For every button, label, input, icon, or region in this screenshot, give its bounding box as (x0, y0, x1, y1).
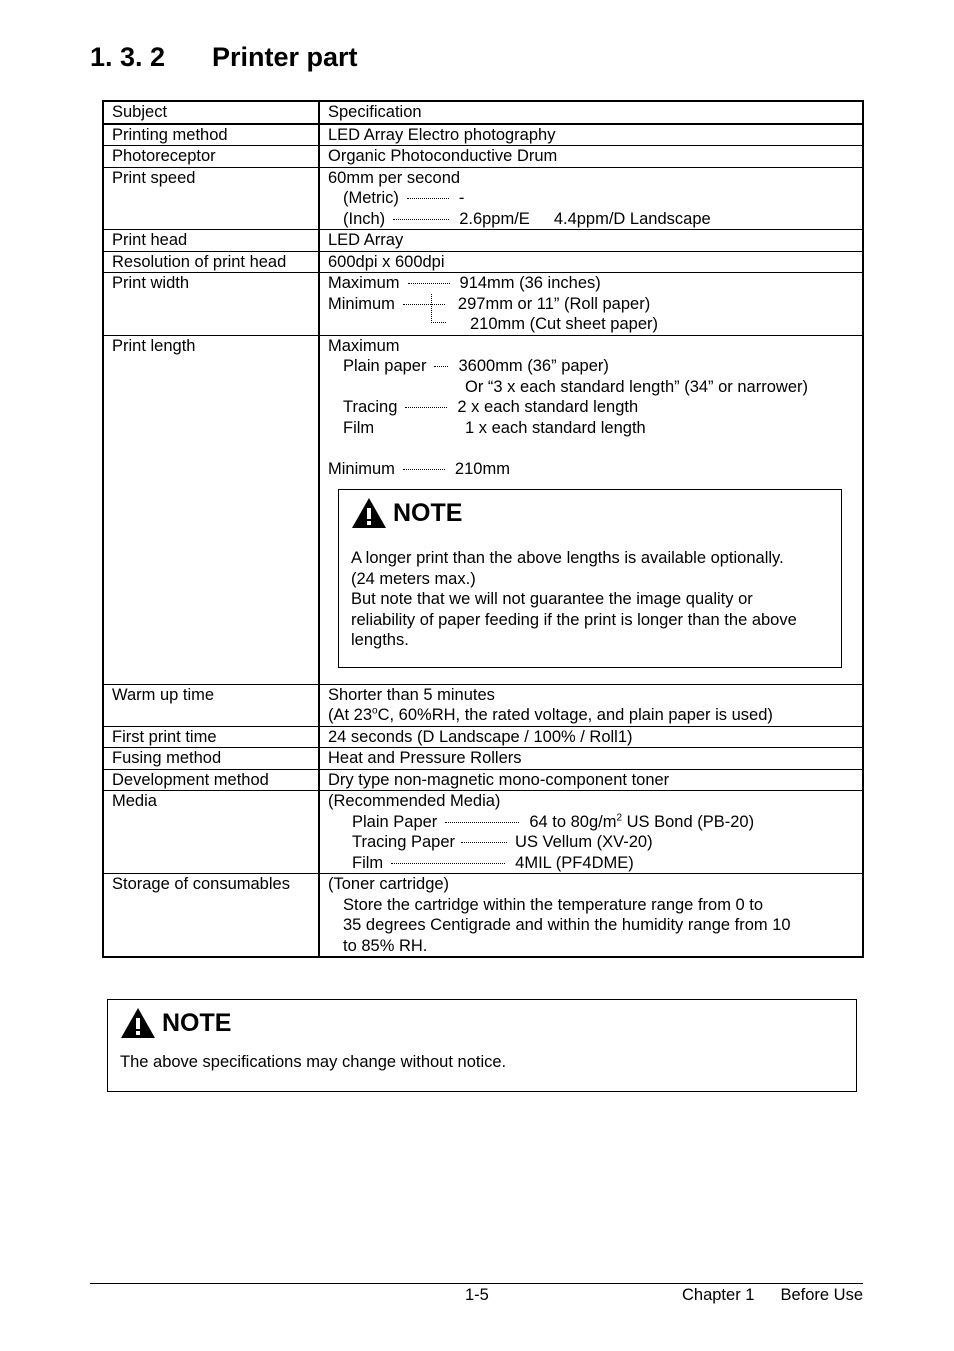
row-value (319, 874, 863, 958)
row-label: Media (103, 791, 319, 874)
media-plain-value: US Bond (PB-20) (622, 812, 755, 831)
width-min-value-1: 297mm or 11” (Roll paper) (457, 294, 651, 313)
storage-line: Store the cartridge within the temperature range from 0 to (343, 895, 764, 914)
media-film-label: Film (352, 853, 384, 872)
media-plain-line (328, 812, 862, 833)
media-tracing-value: US Vellum (XV-20) (515, 833, 653, 851)
row-value (319, 684, 863, 726)
width-max-line (328, 273, 862, 294)
row-label: Fusing method (103, 748, 319, 770)
length-tracing-line (328, 397, 862, 418)
width-max-label: Maximum (328, 274, 400, 292)
warning-triangle-icon (120, 1007, 156, 1039)
footer-divider (90, 1283, 863, 1284)
table-row (103, 335, 863, 684)
warmup-text: (At 23 (328, 706, 373, 724)
table-row (103, 769, 863, 791)
row-value: Dry type non-magnetic mono-component toner (319, 769, 863, 791)
row-label: Print width (103, 273, 319, 336)
row-label: Photoreceptor (103, 146, 319, 168)
row-value (319, 335, 863, 684)
section-number: 1. 3. 2 (90, 42, 166, 72)
length-note-box (338, 489, 842, 668)
media-plain-value: 64 to 80g/m (529, 812, 617, 831)
note-line: But note that we will not guarantee the image quality or (351, 590, 753, 608)
media-plain-label: Plain Paper (352, 812, 438, 831)
length-film-label: Film (343, 418, 375, 437)
row-value (319, 167, 863, 230)
speed-inch-label: (Inch) (343, 209, 386, 228)
leader-dots (403, 469, 445, 470)
length-plain-line (328, 356, 862, 377)
table-header-row (103, 101, 863, 124)
leader-dots (434, 366, 448, 367)
leader-dots (391, 863, 505, 864)
table-row (103, 748, 863, 770)
note-line: reliability of paper feeding if the print is longer than the above (351, 610, 797, 629)
table-row (103, 726, 863, 748)
leader-dots (405, 407, 447, 408)
warmup-line-2 (328, 705, 862, 726)
media-tracing-line (328, 832, 862, 853)
length-min-line (328, 459, 862, 480)
header-subject: Subject (103, 101, 319, 124)
width-min-label: Minimum (328, 294, 395, 313)
length-film-line (328, 418, 862, 439)
length-max-label: Maximum (328, 336, 400, 355)
storage-line: 35 degrees Centigrade and within the humidity range from 10 (343, 916, 791, 934)
media-line-1: (Recommended Media) (328, 792, 501, 810)
width-max-value: 914mm (36 inches) (459, 274, 601, 292)
storage-line: (Toner cartridge) (328, 875, 450, 893)
media-film-value: 4MIL (PF4DME) (515, 853, 634, 872)
width-min-value-2: 210mm (Cut sheet paper) (470, 315, 659, 333)
speed-metric-value: - (458, 189, 465, 207)
warmup-text: C, 60%RH, the rated voltage, and plain paper is used) (377, 706, 773, 724)
row-label: Print head (103, 230, 319, 252)
note-line: (24 meters max.) (351, 569, 476, 588)
leader-dots (393, 219, 449, 220)
row-label: Development method (103, 769, 319, 791)
chapter-title: Before Use (780, 1286, 863, 1304)
leader-dots (461, 842, 507, 843)
note-text: The above specifications may change without notice. (120, 1053, 507, 1071)
speed-inch-value-1: 2.6ppm/E (459, 209, 530, 228)
leader-bracket (431, 294, 446, 323)
row-value: 24 seconds (D Landscape / 100% / Roll1) (319, 726, 863, 748)
table-row (103, 146, 863, 168)
media-tracing-label: Tracing Paper (352, 833, 456, 851)
width-min-line (328, 294, 862, 315)
length-tracing-label: Tracing (343, 398, 398, 416)
chapter-label (682, 1286, 863, 1305)
row-label: Print length (103, 335, 319, 684)
row-label: Resolution of print head (103, 251, 319, 273)
speed-metric-label: (Metric) (343, 189, 399, 207)
length-plain-value-1: 3600mm (36” paper) (458, 357, 609, 375)
speed-inch-line (328, 209, 862, 230)
leader-dots (445, 822, 519, 823)
chapter-number: Chapter 1 (681, 1286, 755, 1304)
length-plain-label: Plain paper (343, 357, 427, 375)
row-label: Warm up time (103, 684, 319, 726)
length-plain-value-2: Or “3 x each standard length” (34” or narrower) (465, 377, 808, 396)
table-row (103, 124, 863, 146)
leader-dots (408, 283, 450, 284)
row-label: Print speed (103, 167, 319, 230)
warning-triangle-icon (351, 497, 387, 529)
header-specification: Specification (319, 101, 863, 124)
speed-inch-value-2: 4.4ppm/D Landscape (553, 209, 711, 228)
row-label: Printing method (103, 124, 319, 146)
square-sup: 2 (616, 812, 623, 823)
table-row (103, 167, 863, 230)
speed-metric-line (328, 188, 862, 209)
table-row (103, 230, 863, 252)
row-value (319, 791, 863, 874)
note-title: NOTE (393, 498, 463, 527)
storage-line: to 85% RH. (343, 936, 428, 955)
bottom-note-box (107, 999, 857, 1092)
warmup-line-1: Shorter than 5 minutes (328, 685, 495, 704)
note-title: NOTE (162, 1008, 232, 1037)
row-value: Heat and Pressure Rollers (319, 748, 863, 770)
table-row (103, 791, 863, 874)
length-min-value: 210mm (454, 459, 510, 478)
printer-spec-table (102, 100, 864, 958)
length-film-value: 1 x each standard length (465, 418, 646, 437)
row-value: 600dpi x 600dpi (319, 251, 863, 273)
speed-line: 60mm per second (328, 168, 461, 187)
table-row (103, 273, 863, 336)
length-tracing-value: 2 x each standard length (457, 398, 639, 416)
table-row (103, 874, 863, 958)
row-label: First print time (103, 726, 319, 748)
media-film-line (328, 853, 862, 874)
row-label: Storage of consumables (103, 874, 319, 958)
row-value: LED Array (319, 230, 863, 252)
section-heading (90, 42, 358, 73)
row-value (319, 273, 863, 336)
section-title: Printer part (212, 42, 358, 72)
note-line: A longer print than the above lengths is available optionally. (351, 549, 784, 567)
leader-dots (407, 198, 449, 199)
length-min-label: Minimum (328, 459, 395, 478)
row-value: Organic Photoconductive Drum (319, 146, 863, 168)
note-line: lengths. (351, 631, 409, 649)
page-number: 1-5 (465, 1286, 489, 1304)
table-row (103, 684, 863, 726)
table-row (103, 251, 863, 273)
row-value: LED Array Electro photography (319, 124, 863, 146)
degree-sup: o (372, 705, 378, 717)
